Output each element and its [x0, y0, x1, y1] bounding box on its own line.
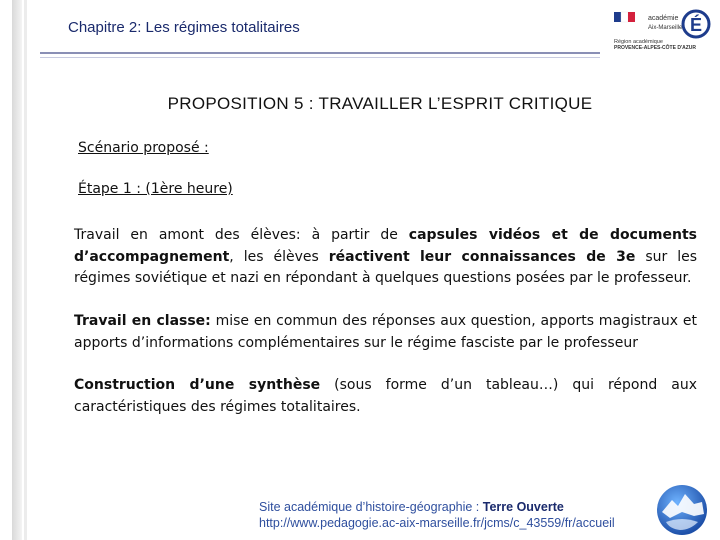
- paragraph-synthesis: Construction d’une synthèse (sous forme d’un tableau…) qui répond aux caractéristiques des régimes totalitaires.: [74, 377, 697, 415]
- left-decorative-bar: [12, 0, 22, 540]
- footer-site-name: Terre Ouverte: [482, 500, 564, 514]
- paragraph-class-work: Travail en classe: mise en commun des réponses aux question, apports magistraux et apports d’informations complémentaires sur le régime fasciste par le professeur: [74, 313, 697, 351]
- logo-word2: Aix-Marseille: [648, 25, 683, 31]
- left-decorative-stripe: [24, 0, 27, 540]
- header-divider-thin: [40, 57, 600, 58]
- scenario-heading: Scénario proposé :: [78, 140, 209, 156]
- header-divider: [40, 52, 600, 54]
- footer-site-line: Site académique d’histoire-géographie : Terre Ouverte: [259, 500, 564, 514]
- footer-credits: [259, 499, 615, 531]
- logo-letter: É: [690, 15, 703, 35]
- footer-url-link[interactable]: http://www.pedagogie.ac-aix-marseille.fr/jcms/c_43559/fr/accueil: [259, 516, 615, 530]
- paragraph-prep-work: Travail en amont des élèves: à partir de capsules vidéos et de documents d’accompagnement, les élèves réactivent leur connaissances de 3e sur les régimes soviétique et nazi en répondant à quelques questions posées par le professeur.: [74, 227, 698, 286]
- logo-line1: Région académique: [614, 39, 663, 45]
- logo-line2: PROVENCE-ALPES-CÔTE D'AZUR: [614, 45, 697, 51]
- academy-logo: [612, 6, 712, 52]
- terre-ouverte-globe-icon: [652, 482, 712, 538]
- logo-word1: académie: [648, 15, 679, 22]
- chapter-title: Chapitre 2: Les régimes totalitaires: [68, 19, 300, 36]
- step-heading: Étape 1 : (1ère heure): [78, 181, 233, 197]
- page-title: PROPOSITION 5 : TRAVAILLER L’ESPRIT CRITIQUE: [167, 94, 593, 113]
